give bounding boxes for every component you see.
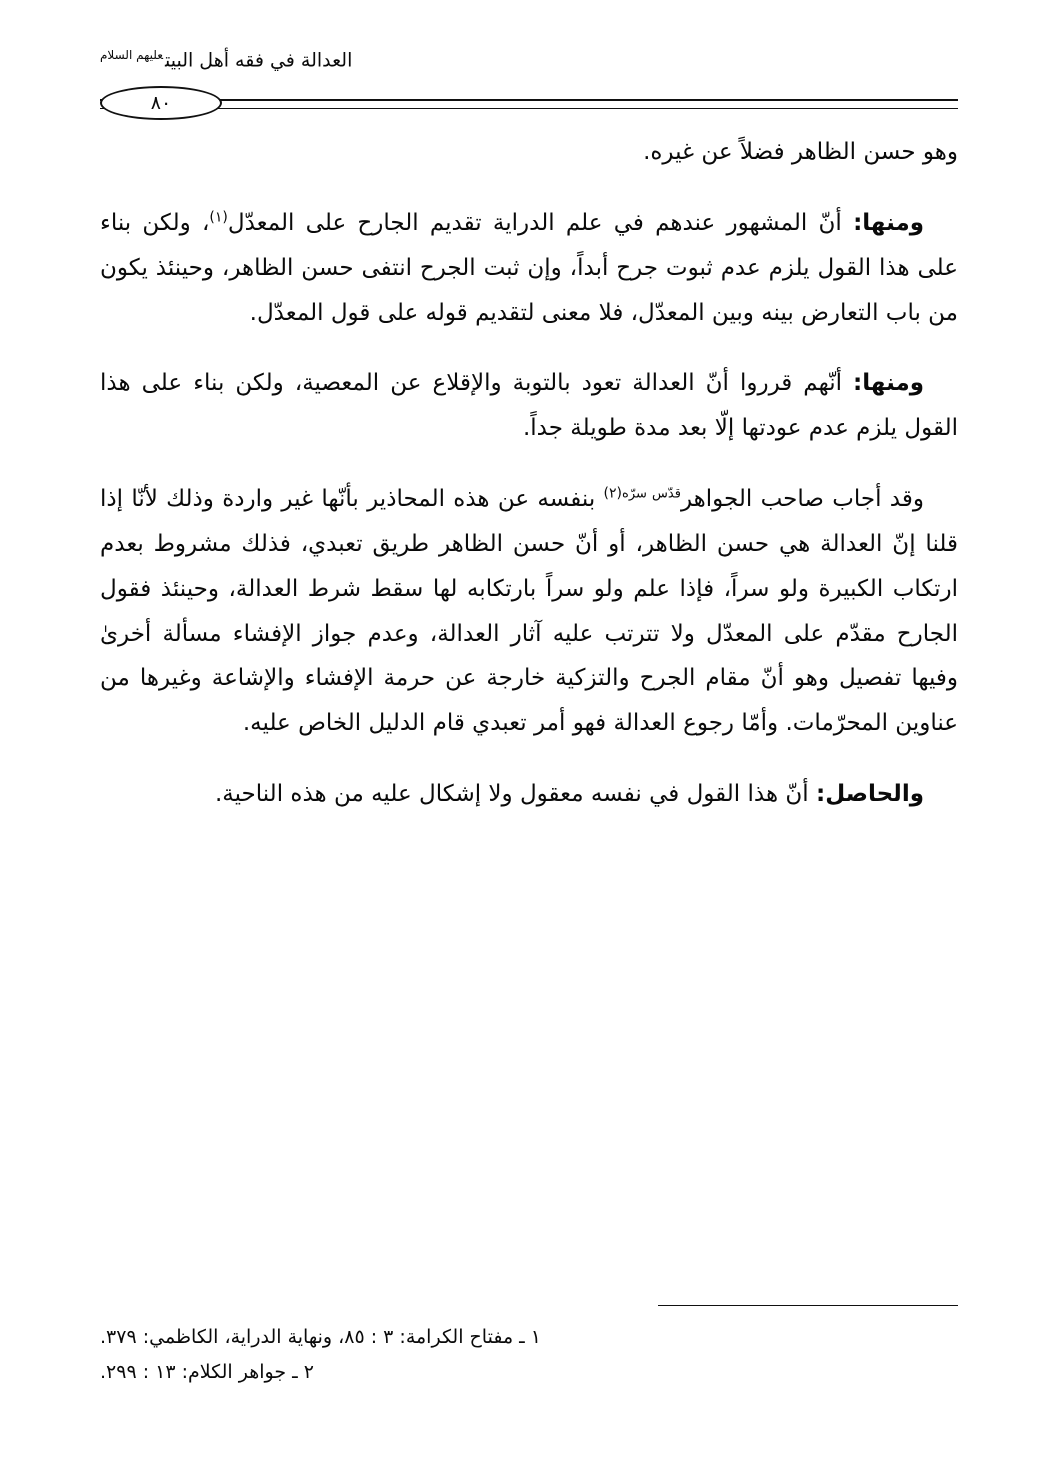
footnote-marker[interactable]: (١) bbox=[209, 209, 228, 226]
paragraph bbox=[100, 477, 958, 746]
paragraph bbox=[100, 130, 958, 175]
paragraph-lead: ومنها: bbox=[853, 209, 925, 236]
paragraph-text: أنّ هذا القول في نفسه معقول ولا إشكال عليه من هذه الناحية. bbox=[214, 781, 817, 808]
header-honorific: عليهم السلام bbox=[100, 48, 163, 63]
header-title bbox=[100, 48, 352, 71]
paragraph-tail: ، ولكن بناء على هذا القول يلزم عدم ثبوت جرح أبداً، وإن ثبت الجرح انتفى حسن الظاهر، وحينئذ يكون من باب التعارض بينه وبين المعدّل، فلا معنى لتقديم قوله على قول المعدّل. bbox=[100, 209, 958, 326]
paragraph bbox=[100, 772, 958, 817]
footnote-section bbox=[100, 1305, 958, 1390]
header-rule-line-top bbox=[100, 99, 958, 101]
header-rule bbox=[100, 86, 958, 120]
page-body bbox=[100, 130, 958, 817]
page-number-badge: ٨٠ bbox=[100, 86, 222, 120]
paragraph-text: أنّهم قرروا أنّ العدالة تعود بالتوبة والإقلاع عن المعصية، ولكن بناء على هذا القول يلزم عدم عودتها إلّا بعد مدة طويلة جداً. bbox=[100, 370, 958, 442]
footnote-marker[interactable]: (٢) bbox=[603, 485, 623, 502]
paragraph bbox=[100, 201, 958, 336]
header-rule-line-bottom bbox=[100, 108, 958, 109]
paragraph bbox=[100, 361, 958, 451]
page-header bbox=[100, 38, 958, 82]
paragraph-text: أنّ المشهور عندهم في علم الدراية تقديم الجارح على المعدّل bbox=[227, 209, 854, 236]
honorific-phrase: قدّس سرّه bbox=[622, 486, 681, 502]
paragraph-text: وهو حسن الظاهر فضلاً عن غيره. bbox=[643, 139, 958, 165]
paragraph-tail: بنفسه عن هذه المحاذير بأنّها غير واردة وذلك لأنّا إذا قلنا إنّ العدالة هي حسن الظاهر، أو أنّ حسن الظاهر طريق تعبدي، فذلك مشروط بعدم ارتكاب الكبيرة ولو سراً، فإذا علم ولو سراً بارتكابه لها سقط شرط العدالة، وحينئذ فقول الجارح مقدّم على المعدّل ولا تترتب عليه آثار العدالة، وعدم جواز الإفشاء مسألة أخرىٰ وفيها تفصيل وهو أنّ مقام الجرح والتزكية خارجة عن حرمة الإفشاء والإشاعة وغيرها من عناوين المحرّمات. وأمّا رجوع العدالة فهو أمر تعبدي قام الدليل الخاص عليه. bbox=[100, 486, 958, 737]
header-title-text: العدالة في فقه أهل البيت bbox=[165, 49, 353, 72]
paragraph-lead: والحاصل: bbox=[816, 781, 924, 808]
paragraph-text: وقد أجاب صاحب الجواهر bbox=[680, 486, 924, 513]
footnote-item: ٢ ـ جواهر الكلام: ١٣ : ٢٩٩. bbox=[100, 1360, 314, 1383]
footnote-divider bbox=[658, 1305, 958, 1306]
paragraph-lead: ومنها: bbox=[853, 370, 924, 397]
footnote-item: ١ ـ مفتاح الكرامة: ٣ : ٨٥، ونهاية الدراية، الكاظمي: ٣٧٩. bbox=[100, 1325, 541, 1348]
